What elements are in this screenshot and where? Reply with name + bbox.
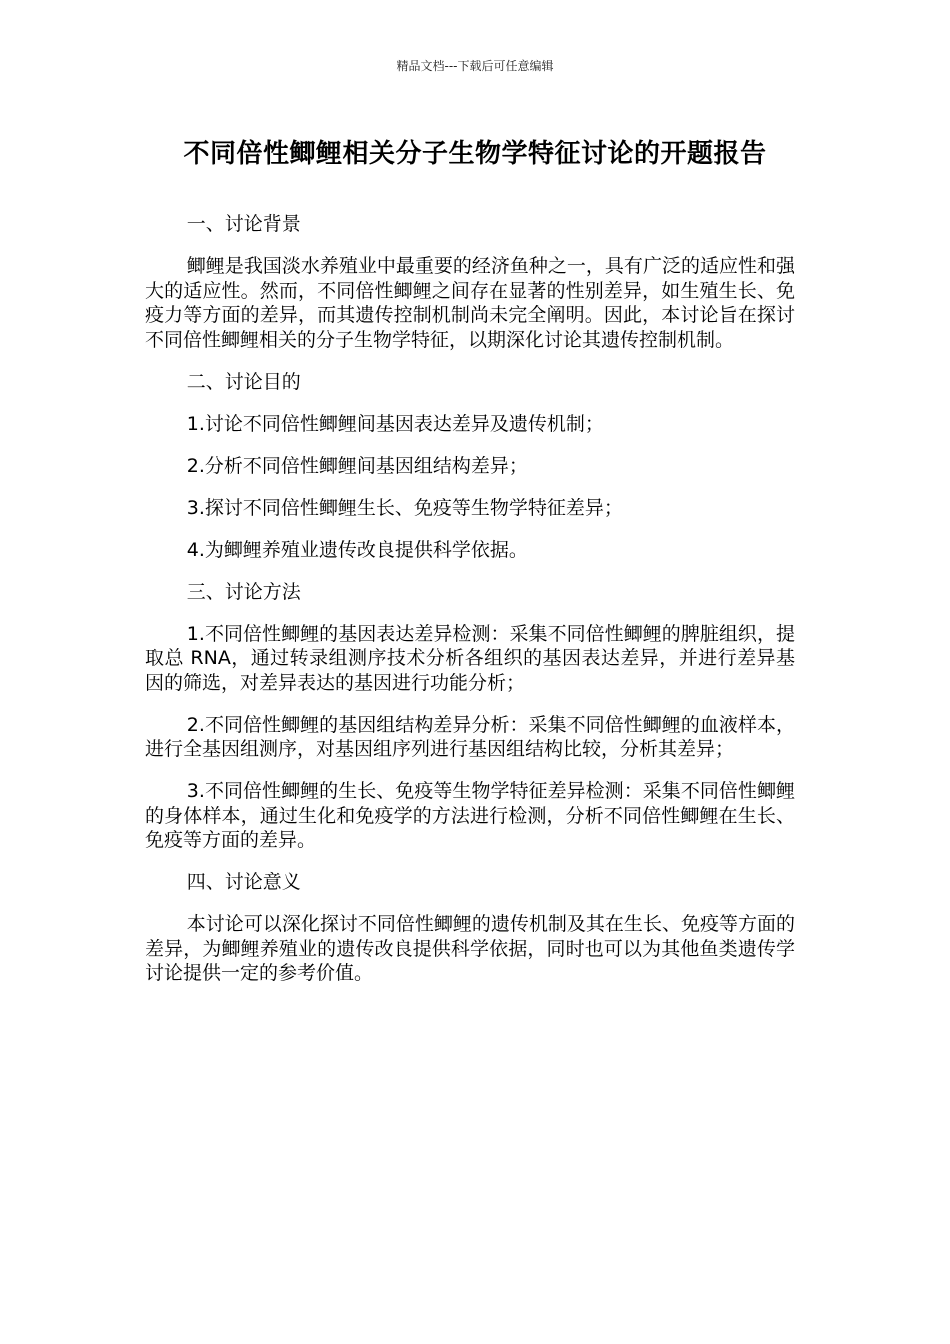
method-item-2: 2.不同倍性鲫鲤的基因组结构差异分析：采集不同倍性鲫鲤的血液样本，进行全基因组测序，对基因组序列进行基因组结构比较，分析其差异； (145, 713, 795, 760)
background-paragraph: 鲫鲤是我国淡水养殖业中最重要的经济鱼种之一，具有广泛的适应性和强大的适应性。然而，不同倍性鲫鲤之间存在显著的性别差异，如生殖生长、免疫力等方面的差异，而其遗传控制机制尚未完全阐明。因此，本讨论旨在探讨不同倍性鲫鲤相关的分子生物学特征，以期深化讨论其遗传控制机制。 (145, 255, 795, 351)
section-heading-objectives: 二、讨论目的 (186, 370, 301, 393)
significance-paragraph: 本讨论可以深化探讨不同倍性鲫鲤的遗传机制及其在生长、免疫等方面的差异，为鲫鲤养殖业的遗传改良提供科学依据，同时也可以为其他鱼类遗传学讨论提供一定的参考价值。 (145, 913, 795, 984)
header-note: 精品文档---下载后可任意编辑 (396, 59, 554, 73)
objective-item-1: 1.讨论不同倍性鲫鲤间基因表达差异及遗传机制； (186, 412, 604, 435)
objective-item-4: 4.为鲫鲤养殖业遗传改良提供科学依据。 (186, 538, 528, 561)
method-item-3: 3.不同倍性鲫鲤的生长、免疫等生物学特征差异检测：采集不同倍性鲫鲤的身体样本，通过生化和免疫学的方法进行检测，分析不同倍性鲫鲤在生长、免疫等方面的差异。 (145, 780, 795, 851)
objective-item-3: 3.探讨不同倍性鲫鲤生长、免疫等生物学特征差异； (186, 496, 623, 519)
method-item-1: 1.不同倍性鲫鲤的基因表达差异检测：采集不同倍性鲫鲤的脾脏组织，提取总 RNA，通过转录组测序技术分析各组织的基因表达差异，并进行差异基因的筛选，对差异表达的基因进行功能分析； (145, 622, 795, 694)
objective-item-2: 2.分析不同倍性鲫鲤间基因组结构差异； (186, 454, 528, 477)
document-body (145, 212, 795, 1003)
section-heading-methods: 三、讨论方法 (186, 580, 301, 603)
document-title: 不同倍性鲫鲤相关分子生物学特征讨论的开题报告 (183, 139, 767, 169)
section-heading-background: 一、讨论背景 (186, 213, 301, 235)
section-heading-significance: 四、讨论意义 (186, 871, 301, 893)
